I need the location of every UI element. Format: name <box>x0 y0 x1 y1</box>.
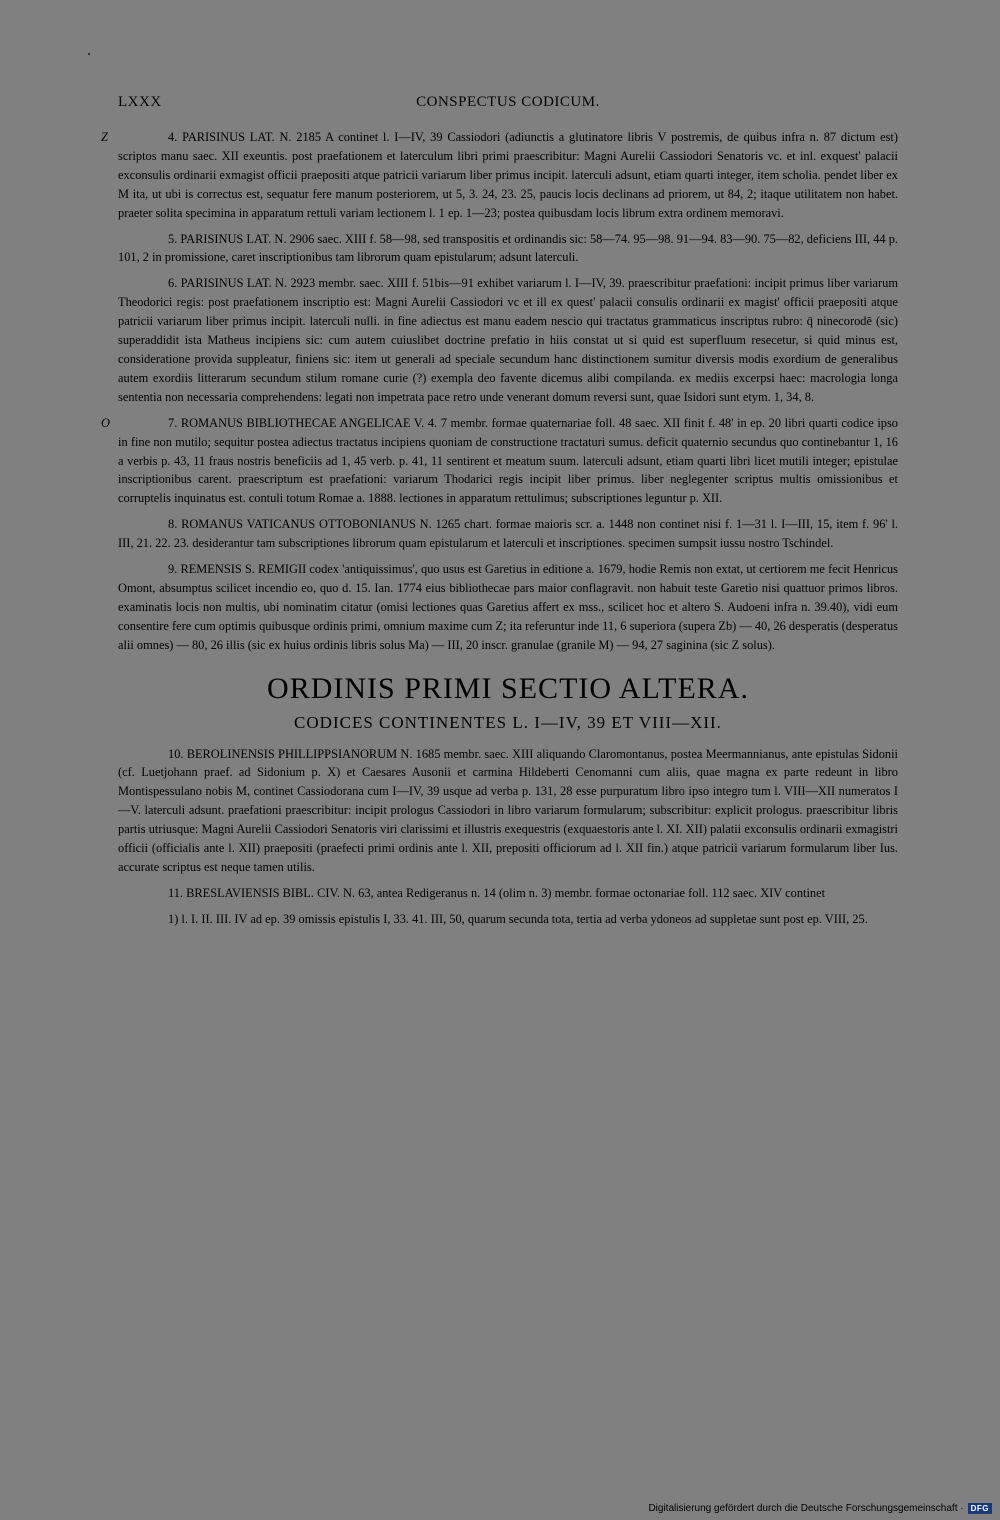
entry-text: 9. REMENSIS S. REMIGII codex 'antiquissimus', quo usus est Garetius in editione a. 1679, hodie Remis non extat, ut certiorem me fecit Henricus Omont, absumptus scilicet incendio eo, quo d. 15. Ian. 1774 eius bibliothecae pars maior conflagravit. non habuit teste Garetio nisi quattuor primos libros. examinatis locis non multis, ubi nominatim citatur (omisi lectiones quas Garetius affert ex mss., scilicet hoc et altero S. Audoeni infra n. 39.40), vidi eum consentire fere cum optimis quibusque ordinis primi, omnium maxime cum Z; ita referuntur inde 11, 6 superiora (supera Zb) — 40, 26 desperatis (desperatus alii omnes) — 80, 26 illis (sic ex huius ordinis libris solus Ma) — III, 20 inscr. granulae (granile M) — 94, 27 saginina (sic Z solus). <box>118 562 898 652</box>
entry-text: 1) l. I. II. III. IV ad ep. 39 omissis epistulis I, 33. 41. III, 50, quarum secunda tota, tertia ad verba ydoneos ad suppletae sunt post ep. VIII, 25. <box>168 911 868 926</box>
entry-text: 7. ROMANUS BIBLIOTHECAE ANGELICAE V. 4. 7 membr. formae quaternariae foll. 48 saec. XII finit f. 48' in ep. 20 libri quarti codice ipso in fine non mutilo; sequitur postea adiectus tractatus incipiens quoniam de constructione tractaturi sumus. deficit quaternio secundus quo continebantur 1, 16 a verbis p. 43, 11 fraus nostris beneficiis ad 1, 45 verb. p. 41, 11 sentirent et meatum suum. laterculi adsunt, etiam quarti libri licet mutili integer; epistulae inscriptionibus carent. praescriptum est praefationi: variarum Thodarici regis incipit liber primus. liber neglegenter scriptus multis omissionibus et corruptelis inquinatus est. contuli totum Romae a. 1888. lectiones in apparatum rettulimus; subscriptiones leguntur p. XII. <box>118 415 898 506</box>
codex-entry-8 <box>118 515 898 553</box>
codex-entry-7 <box>101 414 898 509</box>
entry-text: 4. PARISINUS LAT. N. 2185 A continet l. I—IV, 39 Cassiodori (adiunctis a glutinatore libris V postremis, de quibus infra n. 87 dictum est) scriptos manu saec. XII exeuntis. post praefationem et laterculum libri primi praescribitur: Magni Aurelii Cassiodori Senatoris vc. et inl. exquest' palacii exconsulis ordinarii exmagist officii praepositi atque patricii variarum liber primus incipit. laterculi adsunt, etiam quarti integer, item scholia. pendet liber ex M ita, ut ubi is correctus est, sequatur fere manum posteriorem, ut 5, 3. 24, 23. 25, paucis locis declinans ad priorem, ut 84, 2; itaque utilitatem non habet. praeter solita specimina in apparatum rettuli variam lectionem l. 1 ep. 1—23; postea quibusdam locis librum extra ordinem memoravi. <box>118 130 898 220</box>
codex-entry-11-sub-1 <box>118 910 898 929</box>
section-title: ORDINIS PRIMI SECTIO ALTERA. <box>267 671 749 705</box>
codex-entry-9 <box>118 560 898 655</box>
section-subtitle: CODICES CONTINENTES L. I—IV, 39 ET VIII—XII. <box>294 712 722 732</box>
entry-text: 8. ROMANUS VATICANUS OTTOBONIANUS N. 1265 chart. formae maioris scr. a. 1448 non continet nisi f. 1—31 l. I—III, 15, item f. 96' l. III, 21. 22. 23. desiderantur tam subscriptiones librorum quam epistularum et laterculi et inscriptiones. specimen sumpsit iussu nostro Tschindel. <box>118 517 898 551</box>
digitization-credit <box>648 1503 992 1514</box>
entry-text: 10. BEROLINENSIS PHILLIPPSIANORUM N. 1685 membr. saec. XIII aliquando Claromontanus, postea Meermannianus, ante epistulas Sidonii (cf. Luetjohann praef. ad Sidonium p. X) et Caesares Ausonii et carmina Hildeberti Cenomanni cum aliis, quae magna ex parte redeunt in libro Montispessulano nobis M, continet Cassiodorana cum I—IV, 39 usque ad verba p. 131, 28 esse purpuratum libro ipso integro tum l. VIII—XII numeratos I—V. laterculi adsunt. praefationi praescribitur: incipit prologus Cassiodori in libro variarum formularum; subscribitur: explicit prologus. praescribitur libris partis utriusque: Magni Aurelii Cassiodori Senatoris viri clarissimi et illustris exequestris (exquaestoris ante l. XI. XII) palatii exconsulis ordinarii exmagistri officii (officialis ante l. XII) praepositi (praefecti primi ordinis ante l. XII, prepositi officiorum ad l. XII fin.) atque patricii variarum formularum liber Ius. accurate scriptus est neque tamen utilis. <box>118 746 898 874</box>
codex-entry-4 <box>101 128 898 223</box>
running-title: CONSPECTUS CODICUM. <box>416 94 600 110</box>
page-number: LXXX <box>118 94 162 110</box>
entry-text: 5. PARISINUS LAT. N. 2906 saec. XIII f. 58—98, sed transpositis et ordinandis sic: 58—74. 95—98. 91—94. 83—90. 75—82, deficiens III, 44 p. 101, 2 in promissione, caret inscriptionibus tam librorum quam epistularum; adsunt laterculi. <box>118 231 898 265</box>
codex-entry-6 <box>118 274 898 406</box>
codex-entry-5 <box>118 230 898 268</box>
codex-entry-10 <box>118 745 898 877</box>
siglum: O <box>101 415 110 430</box>
credit-text: Digitalisierung gefördert durch die Deutsche Forschungsgemeinschaft · <box>648 1503 964 1514</box>
page-header <box>118 94 898 118</box>
scan-speck <box>88 53 90 55</box>
entry-text: 11. BRESLAVIENSIS BIBL. CIV. N. 63, antea Redigeranus n. 14 (olim n. 3) membr. formae octonariae foll. 112 saec. XIV continet <box>168 885 826 900</box>
entry-text: 6. PARISINUS LAT. N. 2923 membr. saec. XIII f. 51bis—91 exhibet variarum l. I—IV, 39. praescribitur praefationi: incipit primus liber variarum Theodorici regis: post praefationem inscriptio est: Magni Aurelii Cassiodori vc et ill ex quest' palacii consulis ordinarii ex magist' officii praepositi atque patricii variarum liber primus incipit. laterculi nulli. in fine adiectus est manu eadem nescio qui tractatus grammaticus inscriptus rubro: q̄ ninecorodē (sic) superaddidit ista Matheus incipiens sic: cum autem cuiuslibet doctrine prefatio in hiis constat ut si quid est superfluum resecetur, si quid minus est, consideratione provida suppleatur, finiens sic: item ut generali ad speciale secundum hanc distinctionem sumitur diversis modis exordium de generalibus autem exordiis litterarum secundum stilum romane curie (?) exempla deo favente dicemus alibi compilanda. ex mediis excerpsi haec: macrologia longa sententia non necessaria comprehendens: legati non impetrata pace retro unde venerant domum reversi sunt, quae Isidori sunt etym. 1, 34, 8. <box>118 276 898 404</box>
siglum: Z <box>101 130 108 144</box>
dfg-logo: DFG <box>968 1503 992 1514</box>
page-content <box>101 128 898 936</box>
codex-entry-11 <box>118 884 898 903</box>
